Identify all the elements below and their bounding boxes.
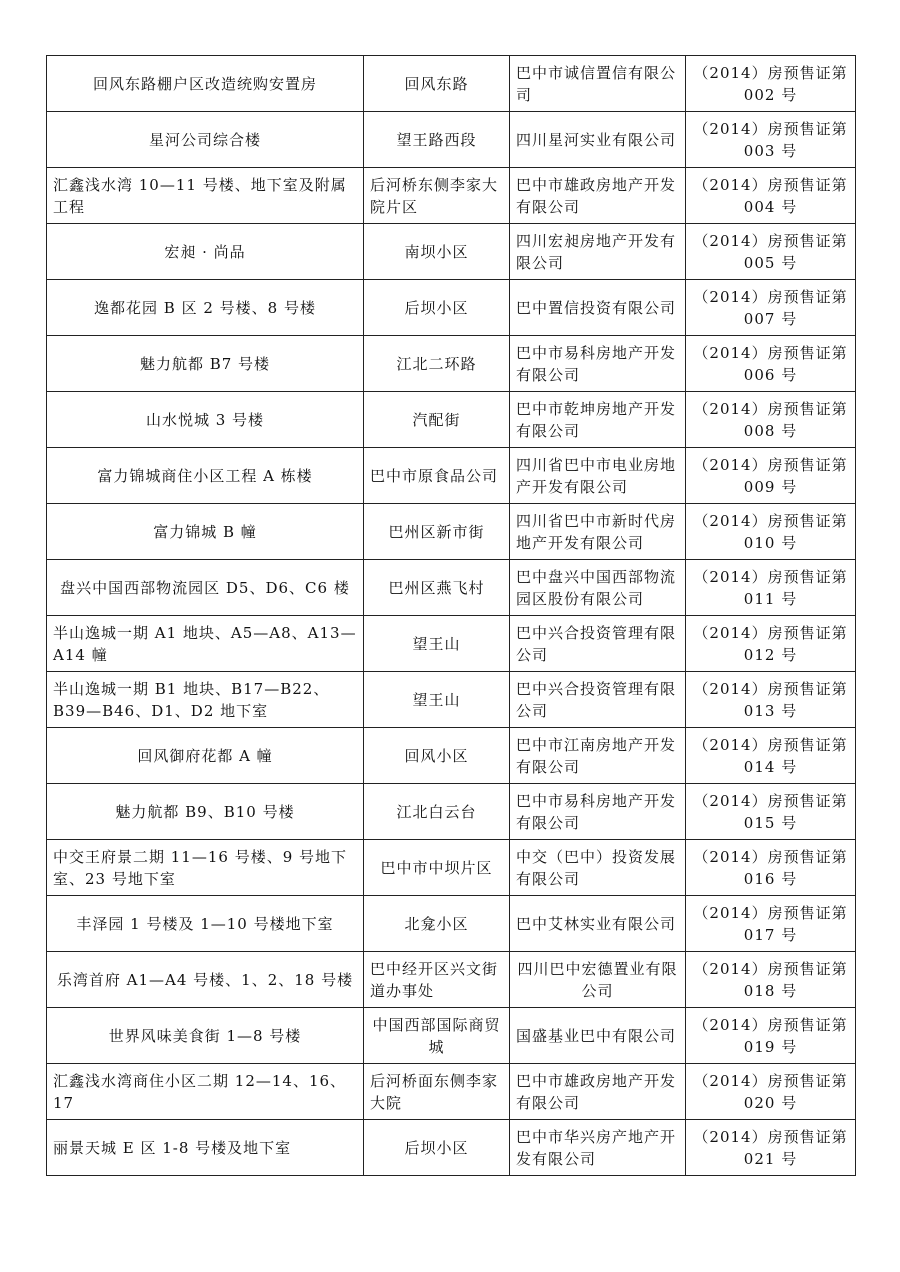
project-location: 汽配街 — [364, 392, 510, 448]
developer-name — [510, 336, 686, 392]
project-name: 山水悦城 3 号楼 — [47, 392, 364, 448]
developer-text: 巴中市江南房地产开发有限公司 — [516, 735, 677, 776]
developer-text: 巴中盘兴中国西部物流园区股份有限公司 — [516, 567, 677, 608]
project-location: 后坝小区 — [364, 280, 510, 336]
table-row — [47, 952, 856, 1008]
presale-certificate: （2014）房预售证第 020 号 — [686, 1064, 856, 1120]
project-location: 后坝小区 — [364, 1120, 510, 1176]
table-row — [47, 280, 856, 336]
table-row — [47, 504, 856, 560]
table-row — [47, 448, 856, 504]
project-location: 中国西部国际商贸城 — [364, 1008, 510, 1064]
project-name: 回风东路棚户区改造统购安置房 — [47, 56, 364, 112]
developer-name — [510, 728, 686, 784]
table-row — [47, 560, 856, 616]
presale-certificate: （2014）房预售证第 008 号 — [686, 392, 856, 448]
presale-certificate: （2014）房预售证第 006 号 — [686, 336, 856, 392]
developer-name — [510, 896, 686, 952]
developer-name — [510, 840, 686, 896]
presale-certificate: （2014）房预售证第 018 号 — [686, 952, 856, 1008]
project-location: 望王山 — [364, 672, 510, 728]
developer-name — [510, 616, 686, 672]
project-name: 魅力航都 B7 号楼 — [47, 336, 364, 392]
developer-text: 巴中市华兴房产地产开发有限公司 — [516, 1127, 677, 1168]
developer-name — [510, 560, 686, 616]
project-location: 南坝小区 — [364, 224, 510, 280]
table-row — [47, 56, 856, 112]
project-location: 巴州区燕飞村 — [364, 560, 510, 616]
presale-certificate: （2014）房预售证第 019 号 — [686, 1008, 856, 1064]
presale-certificate: （2014）房预售证第 014 号 — [686, 728, 856, 784]
project-name: 中交王府景二期 11—16 号楼、9 号地下室、23 号地下室 — [47, 840, 364, 896]
project-name: 宏昶 · 尚品 — [47, 224, 364, 280]
table-row — [47, 616, 856, 672]
developer-text: 巴中市雄政房地产开发有限公司 — [516, 1071, 677, 1112]
project-name: 星河公司综合楼 — [47, 112, 364, 168]
project-location: 回风东路 — [364, 56, 510, 112]
table-row — [47, 336, 856, 392]
developer-text: 巴中置信投资有限公司 — [516, 298, 677, 317]
developer-text: 四川星河实业有限公司 — [516, 130, 677, 149]
project-location: 巴中经开区兴文街道办事处 — [364, 952, 510, 1008]
presale-certificate: （2014）房预售证第 005 号 — [686, 224, 856, 280]
developer-name — [510, 448, 686, 504]
developer-name — [510, 1064, 686, 1120]
developer-text: 四川宏昶房地产开发有限公司 — [516, 231, 677, 272]
project-name: 丽景天城 E 区 1-8 号楼及地下室 — [47, 1120, 364, 1176]
table-row — [47, 1008, 856, 1064]
developer-name — [510, 504, 686, 560]
developer-text: 巴中市易科房地产开发有限公司 — [516, 343, 677, 384]
table-row — [47, 1064, 856, 1120]
presale-certificate: （2014）房预售证第 021 号 — [686, 1120, 856, 1176]
presale-certificate: （2014）房预售证第 013 号 — [686, 672, 856, 728]
developer-text: 巴中市雄政房地产开发有限公司 — [516, 175, 677, 216]
table-row — [47, 1120, 856, 1176]
developer-text: 巴中市诚信置信有限公司 — [516, 63, 677, 104]
developer-text: 四川巴中宏德置业有限公司 — [517, 959, 678, 1000]
developer-name — [510, 392, 686, 448]
developer-text: 巴中兴合投资管理有限公司 — [516, 679, 677, 720]
project-name: 回风御府花都 A 幢 — [47, 728, 364, 784]
project-name: 丰泽园 1 号楼及 1—10 号楼地下室 — [47, 896, 364, 952]
table-row — [47, 224, 856, 280]
table-row — [47, 392, 856, 448]
developer-text: 巴中市易科房地产开发有限公司 — [516, 791, 677, 832]
table-row — [47, 784, 856, 840]
developer-name — [510, 672, 686, 728]
project-location: 巴中市中坝片区 — [364, 840, 510, 896]
developer-name — [510, 1008, 686, 1064]
project-location: 望王山 — [364, 616, 510, 672]
project-location: 江北白云台 — [364, 784, 510, 840]
developer-name — [510, 280, 686, 336]
presale-certificate: （2014）房预售证第 007 号 — [686, 280, 856, 336]
presale-certificate: （2014）房预售证第 003 号 — [686, 112, 856, 168]
presale-certificate: （2014）房预售证第 016 号 — [686, 840, 856, 896]
presale-certificate: （2014）房预售证第 010 号 — [686, 504, 856, 560]
developer-text: 四川省巴中市新时代房地产开发有限公司 — [516, 511, 677, 552]
project-location: 回风小区 — [364, 728, 510, 784]
presale-permit-table — [46, 55, 856, 1176]
presale-certificate: （2014）房预售证第 009 号 — [686, 448, 856, 504]
project-location: 江北二环路 — [364, 336, 510, 392]
developer-text: 中交（巴中）投资发展有限公司 — [516, 847, 677, 888]
project-name: 汇鑫浅水湾商住小区二期 12—14、16、17 — [47, 1064, 364, 1120]
project-name: 魅力航都 B9、B10 号楼 — [47, 784, 364, 840]
developer-text: 巴中艾林实业有限公司 — [516, 914, 677, 933]
project-name: 汇鑫浅水湾 10—11 号楼、地下室及附属工程 — [47, 168, 364, 224]
project-location: 后河桥面东侧李家大院 — [364, 1064, 510, 1120]
presale-certificate: （2014）房预售证第 012 号 — [686, 616, 856, 672]
project-name: 半山逸城一期 B1 地块、B17—B22、B39—B46、D1、D2 地下室 — [47, 672, 364, 728]
presale-certificate: （2014）房预售证第 011 号 — [686, 560, 856, 616]
developer-name — [510, 784, 686, 840]
presale-certificate: （2014）房预售证第 015 号 — [686, 784, 856, 840]
presale-certificate: （2014）房预售证第 004 号 — [686, 168, 856, 224]
developer-name — [510, 1120, 686, 1176]
developer-name — [510, 112, 686, 168]
developer-text: 巴中市乾坤房地产开发有限公司 — [516, 399, 677, 440]
developer-name — [510, 168, 686, 224]
presale-certificate: （2014）房预售证第 002 号 — [686, 56, 856, 112]
table-row — [47, 672, 856, 728]
table-row — [47, 728, 856, 784]
presale-certificate: （2014）房预售证第 017 号 — [686, 896, 856, 952]
project-location: 巴州区新市街 — [364, 504, 510, 560]
project-name: 盘兴中国西部物流园区 D5、D6、C6 楼 — [47, 560, 364, 616]
project-name: 逸都花园 B 区 2 号楼、8 号楼 — [47, 280, 364, 336]
developer-text: 巴中兴合投资管理有限公司 — [516, 623, 677, 664]
project-location: 北龛小区 — [364, 896, 510, 952]
project-name: 富力锦城商住小区工程 A 栋楼 — [47, 448, 364, 504]
table-row — [47, 168, 856, 224]
developer-name — [510, 952, 686, 1008]
developer-text: 国盛基业巴中有限公司 — [516, 1026, 677, 1045]
table-row — [47, 112, 856, 168]
developer-name — [510, 224, 686, 280]
project-name: 乐湾首府 A1—A4 号楼、1、2、18 号楼 — [47, 952, 364, 1008]
table-row — [47, 896, 856, 952]
project-name: 半山逸城一期 A1 地块、A5—A8、A13—A14 幢 — [47, 616, 364, 672]
developer-text: 四川省巴中市电业房地产开发有限公司 — [516, 455, 677, 496]
developer-name — [510, 56, 686, 112]
table-row — [47, 840, 856, 896]
project-location: 望王路西段 — [364, 112, 510, 168]
project-name: 世界风味美食街 1—8 号楼 — [47, 1008, 364, 1064]
project-location: 巴中市原食品公司 — [364, 448, 510, 504]
project-location: 后河桥东侧李家大院片区 — [364, 168, 510, 224]
project-name: 富力锦城 B 幢 — [47, 504, 364, 560]
